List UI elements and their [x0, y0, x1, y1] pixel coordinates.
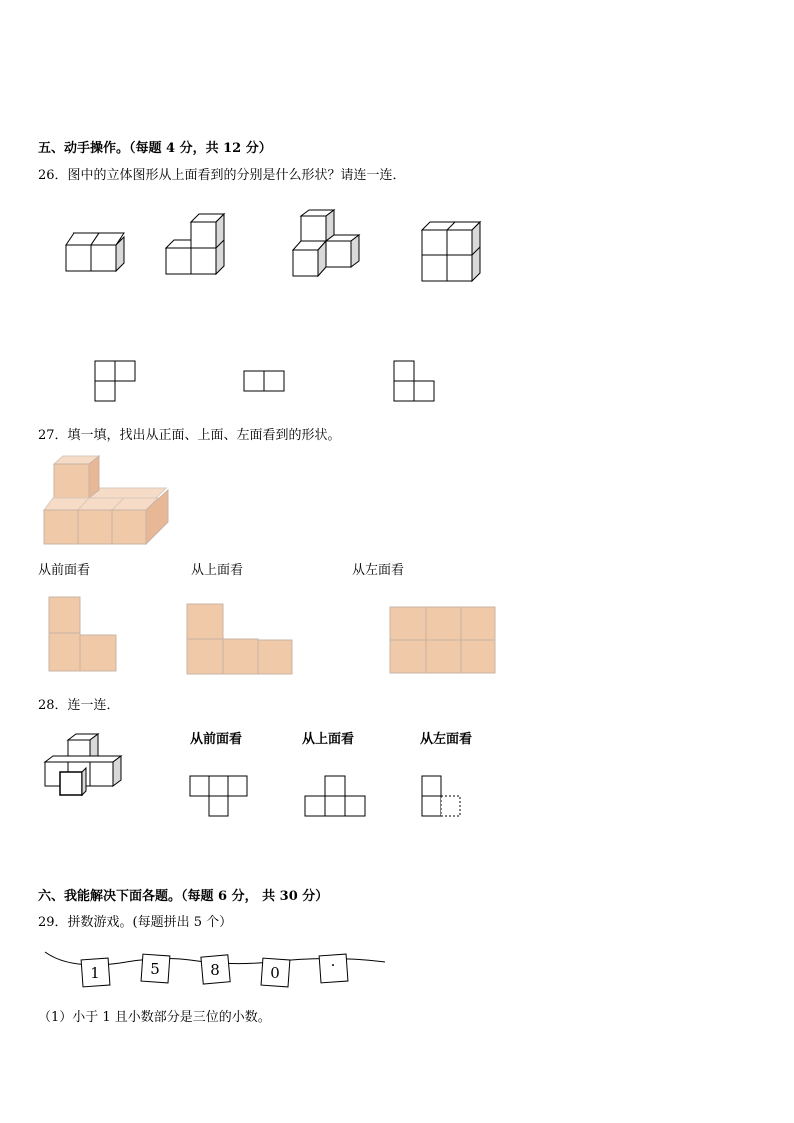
q28-label-top: 从上面看 — [302, 732, 355, 747]
card-3 — [201, 955, 230, 984]
card-1 — [81, 958, 110, 987]
question-29: 29．拼数游戏。(每题拼出 5 个） — [38, 915, 233, 930]
card-3-text: 8 — [210, 961, 220, 979]
q28-label-left: 从左面看 — [420, 732, 473, 747]
card-5 — [319, 954, 348, 983]
section-5-title: 五、动手操作。（每题 4 分，共 12 分） — [38, 141, 272, 156]
question-27: 27．填一填，找出从正面、上面、左面看到的形状。 — [38, 428, 341, 443]
card-4 — [261, 958, 290, 987]
card-2 — [141, 954, 170, 983]
card-1-text: 1 — [90, 964, 100, 982]
q27-label-front: 从前面看 — [38, 563, 91, 578]
card-4-text: 0 — [270, 964, 280, 982]
card-5-text: · — [330, 956, 336, 974]
question-28: 28．连一连． — [38, 698, 120, 713]
q28-label-front: 从前面看 — [190, 732, 243, 747]
q27-label-left: 从左面看 — [352, 563, 405, 578]
question-29-part-1: （1）小于 1 且小数部分是三位的小数。 — [38, 1010, 271, 1025]
question-26: 26．图中的立体图形从上面看到的分别是什么形状？请连一连． — [38, 168, 406, 183]
section-6-title: 六、我能解决下面各题。（每题 6 分， 共 30 分） — [38, 889, 329, 904]
card-2-text: 5 — [150, 960, 160, 978]
q27-label-top: 从上面看 — [191, 563, 244, 578]
